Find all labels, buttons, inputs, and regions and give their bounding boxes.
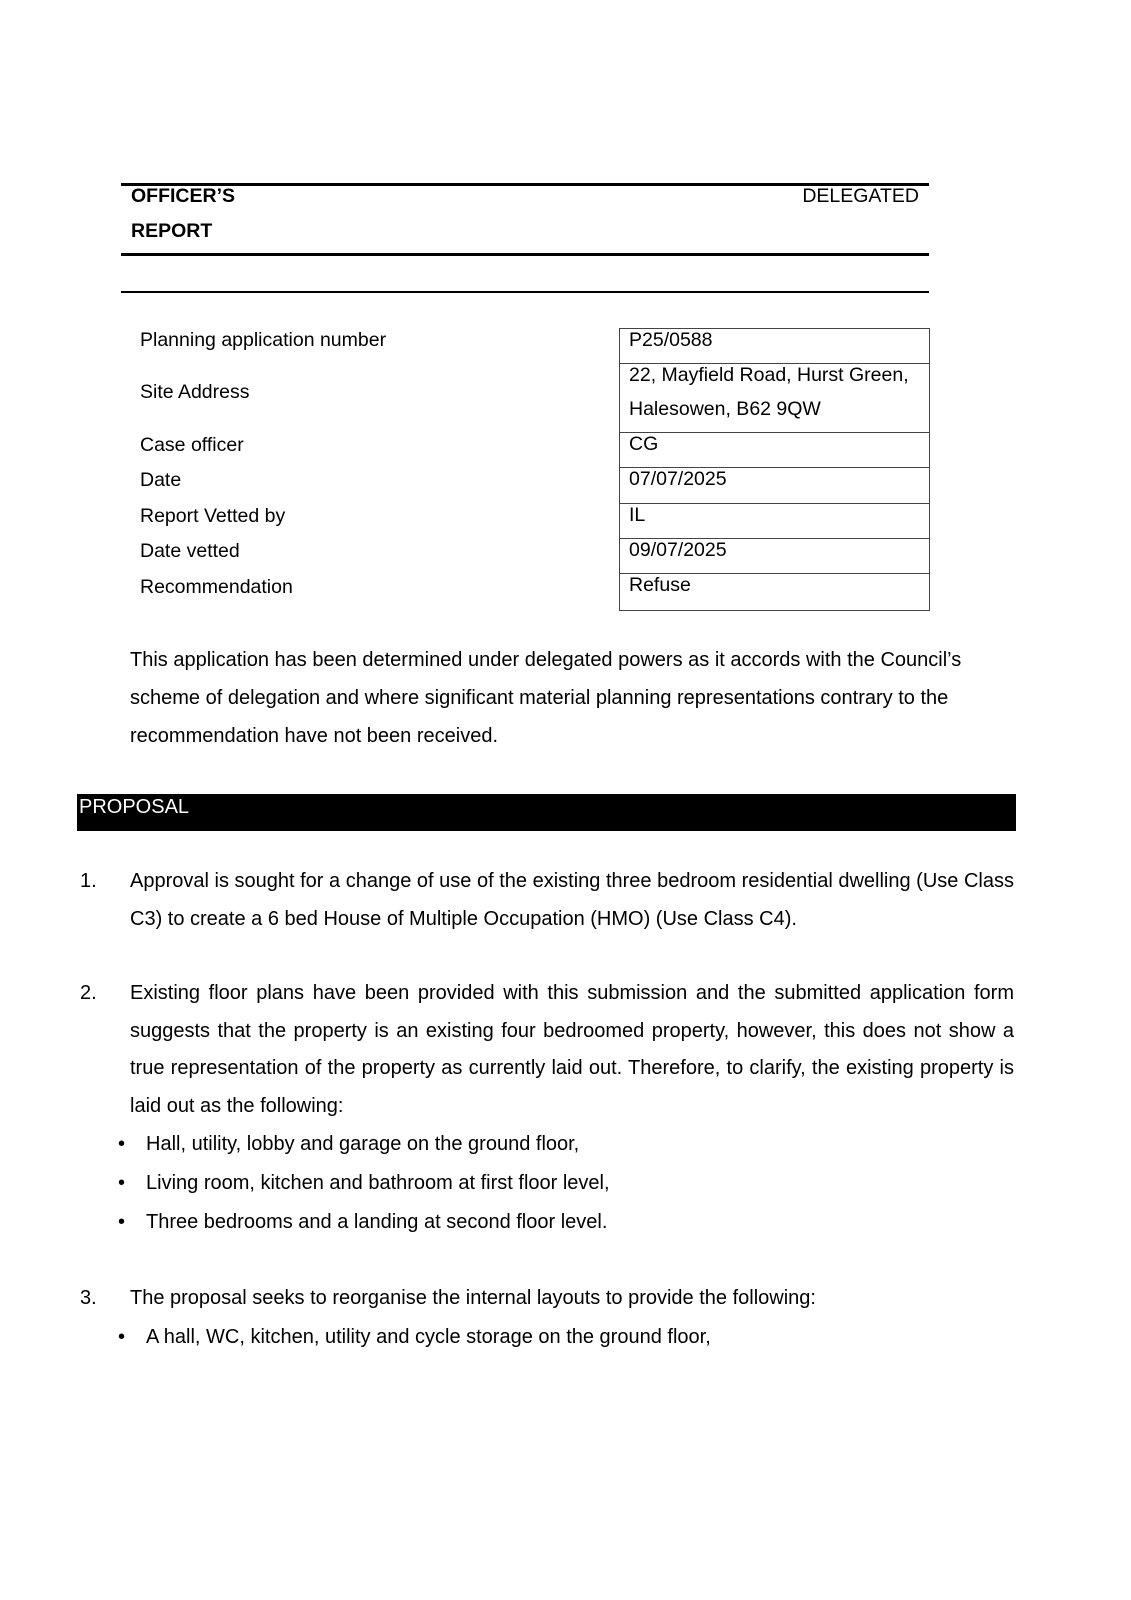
detail-label: Recommendation [140, 576, 293, 598]
bullet-icon: • [118, 1325, 126, 1348]
bullet-item [118, 1164, 1014, 1203]
detail-label: Planning application number [140, 329, 387, 351]
item-text: Approval is sought for a change of use of the existing three bedroom residential dwelling (Use Class C3) to create a 6 bed House of Multiple Occupation (HMO) (Use Class C4). [130, 870, 1014, 930]
bullet-text: Living room, kitchen and bathroom at first floor level, [146, 1172, 610, 1194]
bullet-text: Hall, utility, lobby and garage on the ground floor, [146, 1133, 580, 1155]
application-number: P25/0588 [629, 329, 713, 351]
bullet-item [118, 1125, 1014, 1164]
bullet-item [118, 1203, 1014, 1242]
bullet-list [80, 1318, 1014, 1357]
site-address-line2: Halesowen, B62 9QW [629, 398, 821, 420]
report-title-line2: REPORT [131, 220, 213, 242]
delegation-statement: This application has been determined under delegated powers as it accords with the Council’s scheme of delegation and where significant material planning representations contrary to the recommendation have not been received. [130, 649, 962, 747]
bullet-text: Three bedrooms and a landing at second floor level. [146, 1211, 608, 1233]
item-number: 1. [80, 870, 97, 892]
bullet-item [118, 1318, 1014, 1357]
separator-rule [121, 291, 929, 293]
header-bottom-rule [121, 253, 929, 256]
detail-value-cell [619, 467, 930, 504]
list-item [80, 975, 1014, 1242]
list-item [80, 863, 1014, 938]
item-text: Existing floor plans have been provided with this submission and the submitted application form suggests that the property is an existing four bedroomed property, however, this does not show a true representation of the property as currently laid out. Therefore, to clarify, the existing property is laid out as the following: [130, 982, 1014, 1117]
item-number: 2. [80, 982, 97, 1004]
item-text: The proposal seeks to reorganise the internal layouts to provide the following: [130, 1287, 816, 1309]
date-vetted: 09/07/2025 [629, 539, 727, 561]
list-item [80, 1280, 1014, 1357]
detail-label: Report Vetted by [140, 505, 286, 527]
bullet-icon: • [118, 1211, 126, 1233]
bullet-icon: • [118, 1172, 126, 1194]
date: 07/07/2025 [629, 468, 727, 490]
detail-label: Date vetted [140, 540, 240, 562]
bullet-icon: • [118, 1133, 126, 1155]
detail-label: Site Address [140, 381, 250, 403]
detail-label: Date [140, 469, 182, 491]
bullet-text: A hall, WC, kitchen, utility and cycle storage on the ground floor, [146, 1325, 711, 1348]
detail-label: Case officer [140, 434, 244, 456]
section-heading-bar [77, 794, 1016, 831]
site-address-line1: 22, Mayfield Road, Hurst Green, [629, 364, 909, 386]
report-title-line1: OFFICER’S [131, 185, 236, 207]
report-type: DELEGATED [802, 185, 919, 207]
case-officer: CG [629, 433, 659, 455]
item-number: 3. [80, 1287, 97, 1309]
vetted-by: IL [629, 504, 646, 526]
detail-value-cell [619, 363, 930, 433]
detail-value-cell [619, 573, 930, 611]
recommendation: Refuse [629, 574, 691, 596]
section-heading: PROPOSAL [79, 796, 190, 818]
bullet-list [80, 1125, 1014, 1242]
